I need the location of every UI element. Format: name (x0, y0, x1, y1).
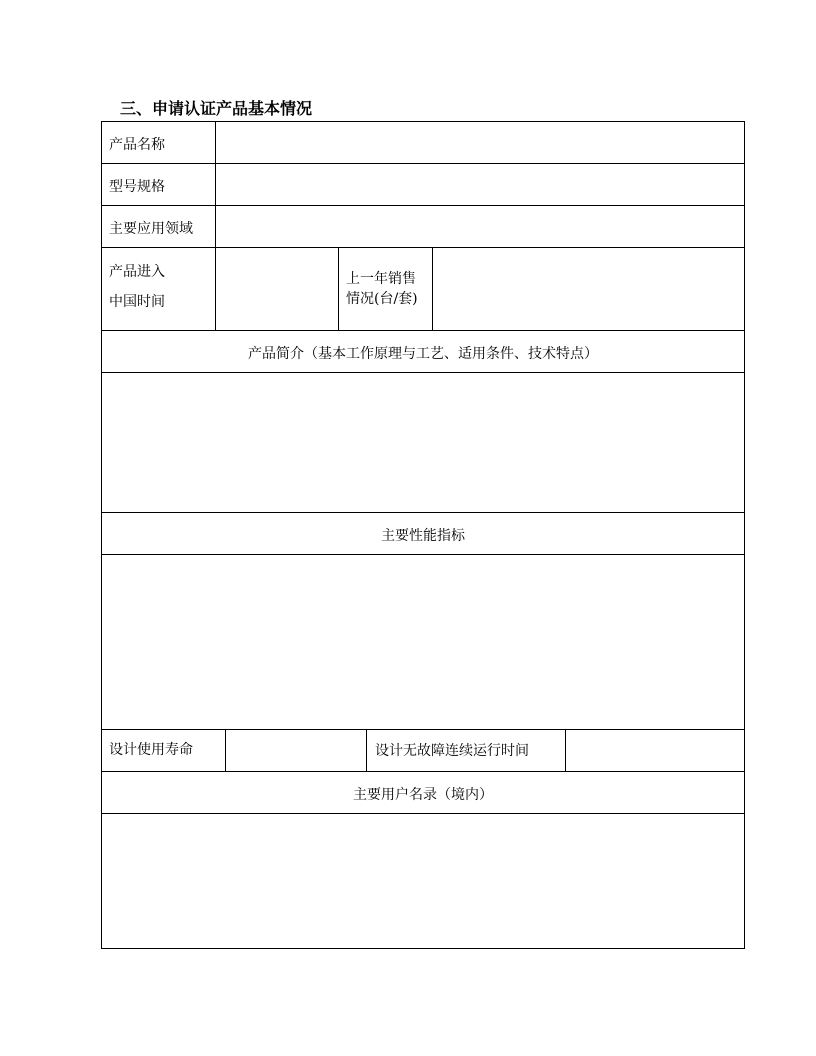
design-life-field[interactable] (226, 730, 366, 771)
china-entry-field[interactable] (216, 248, 338, 330)
row-divider (102, 512, 744, 513)
product-name-label: 产品名称 (109, 137, 165, 153)
main-application-field[interactable] (216, 206, 744, 247)
main-performance-field[interactable] (102, 555, 744, 729)
main-users-field[interactable] (102, 814, 744, 948)
column-divider (366, 730, 367, 772)
china-entry-label-line1: 产品进入 (109, 264, 165, 280)
model-spec-label: 型号规格 (109, 179, 165, 195)
mtbf-field[interactable] (566, 730, 744, 771)
column-divider (338, 248, 339, 331)
row-divider (102, 771, 744, 772)
last-year-sales-field[interactable] (433, 248, 744, 330)
last-year-sales-label-line1: 上一年销售 (346, 271, 416, 287)
mtbf-label: 设计无故障连续运行时间 (375, 743, 529, 759)
product-intro-field[interactable] (102, 373, 744, 512)
product-info-form (101, 121, 745, 949)
section-title: 三、申请认证产品基本情况 (120, 99, 313, 118)
main-performance-header: 主要性能指标 (381, 528, 465, 544)
last-year-sales-label-line2: 情况(台/套) (346, 291, 418, 307)
design-life-label: 设计使用寿命 (109, 742, 193, 758)
product-name-field[interactable] (216, 122, 744, 163)
main-application-label: 主要应用领域 (109, 221, 193, 237)
china-entry-label-line2: 中国时间 (109, 294, 165, 310)
product-intro-header: 产品简介（基本工作原理与工艺、适用条件、技术特点） (248, 346, 598, 362)
main-users-header: 主要用户名录（境内） (353, 787, 493, 803)
model-spec-field[interactable] (216, 164, 744, 205)
row-divider (102, 330, 744, 331)
